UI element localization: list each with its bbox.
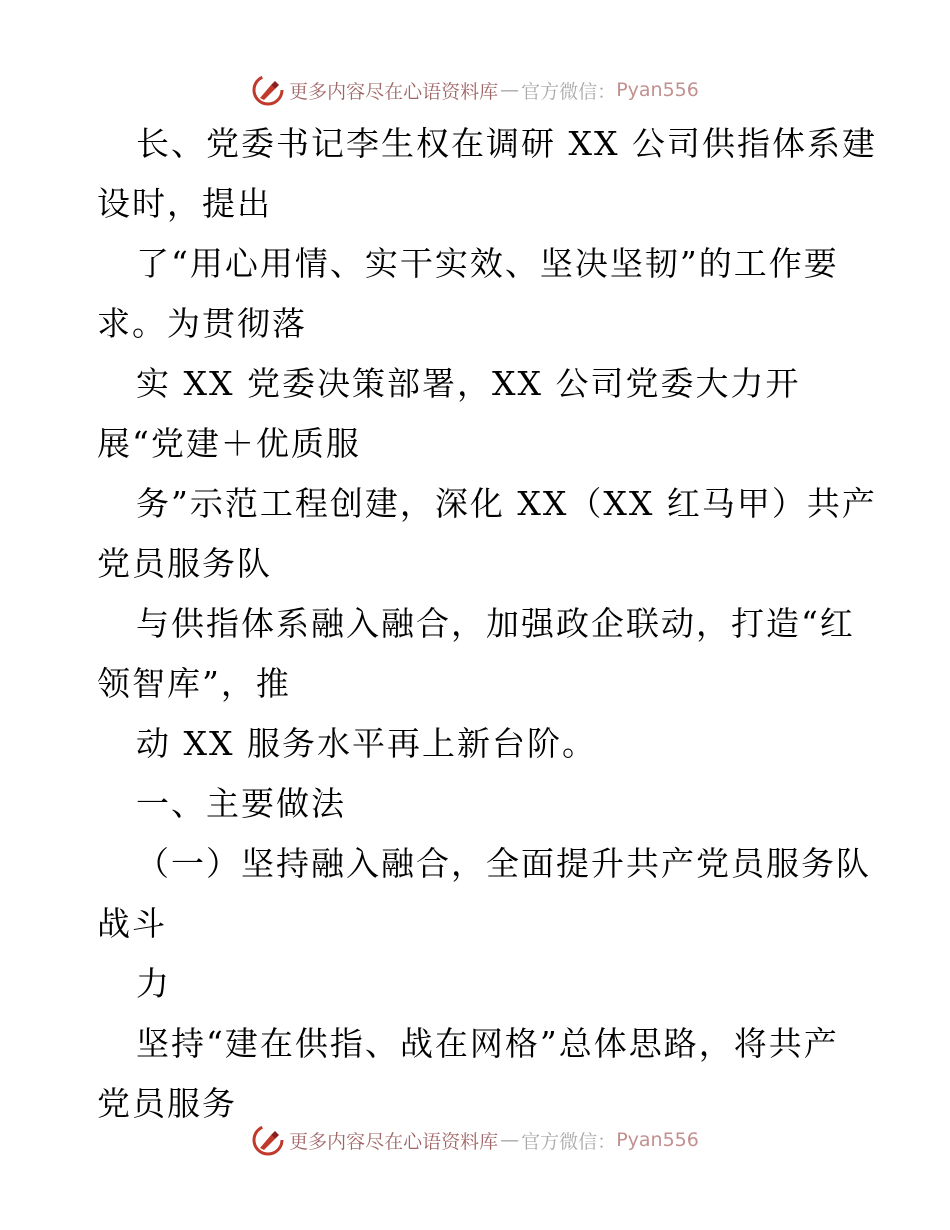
pen-nib-logo-icon <box>251 1123 285 1157</box>
footer-site-text: 更多内容尽在心语资料库 <box>289 1130 499 1153</box>
header-wechat-id: Pyan556 <box>616 79 699 101</box>
body-line: 与供指体系融入融合，加强政企联动，打造“红 <box>136 604 855 643</box>
footer-banner <box>0 1120 950 1160</box>
body-line: 求。为贯彻落 <box>97 304 307 343</box>
body-line: 实 XX 党委决策部署，XX 公司党委大力开 <box>136 364 801 403</box>
header-site-text: 更多内容尽在心语资料库 <box>289 80 499 103</box>
footer-separator: — <box>500 1129 520 1151</box>
footer-wechat-id: Pyan556 <box>616 1129 699 1151</box>
body-line: 领智库”，推 <box>97 664 291 703</box>
header-wechat-label: 官方微信： <box>521 80 617 103</box>
pen-nib-logo-icon <box>251 73 285 107</box>
header-banner <box>0 70 950 110</box>
body-line: 坚持“建在供指、战在网格”总体思路，将共产 <box>136 1024 839 1063</box>
section-heading: 一、主要做法 <box>136 784 346 823</box>
header-separator: — <box>500 79 520 101</box>
subsection-heading: （一）坚持融入融合，全面提升共产党员服务队 <box>136 844 871 883</box>
body-line: 党员服务队 <box>97 544 272 583</box>
body-line: 党员服务 <box>97 1084 237 1123</box>
body-line: 长、党委书记李生权在调研 XX 公司供指体系建 <box>136 124 877 163</box>
body-line: 力 <box>136 964 171 1003</box>
body-line: 战斗 <box>97 904 167 943</box>
body-line: 展“党建＋优质服 <box>97 424 361 463</box>
body-line: 动 XX 服务水平再上新台阶。 <box>136 724 597 763</box>
body-line: 了“用心用情、实干实效、坚决坚韧”的工作要 <box>136 244 839 283</box>
body-line: 务”示范工程创建，深化 XX（XX 红马甲）共产 <box>136 484 877 523</box>
footer-wechat-label: 官方微信： <box>521 1130 617 1153</box>
body-line: 设时，提出 <box>97 184 272 223</box>
